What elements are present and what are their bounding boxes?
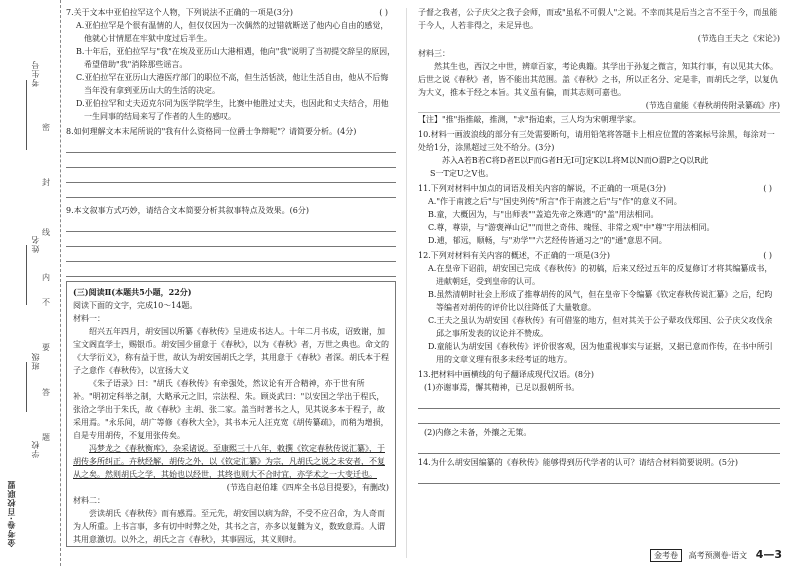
source-1: (节选自王夫之《宋论》) [697,34,780,43]
q11-option-a: A."作于南渡之后"与"国史列传"所言"作于南渡之后"与"作"的意义不同。 [428,197,682,206]
q7-option-b: B.十年后，亚伯拉罕与"我"在埃及亚历山大港相遇，他向"我"说明了当初提交辞呈的原因，希望借助"我"消除那些谣言。 [76,47,396,69]
answer-line[interactable] [66,156,396,168]
material-2-paragraph: 尝读胡氏《春秋传》而有感焉。至元先，胡安国以病为辞，不受不应召命，为人奇而为人所重。上书言事，多有切中时弊之处，其书之言，亦多以复雠为义，数致意焉。人谓其用意激切。以外之，胡氏之言《春秋》，其事固远，其义则时。 [73,509,385,544]
exam-no-label: 考生号 [31,60,40,87]
question-11 [418,182,780,247]
q9-stem: 9.本文叙事方式巧妙，请结合文本简要分析其叙事特点及效果。(6分) [66,206,309,215]
footnote: 【注】"推"指推敲，推测，"求"指追索，三人均为宋朝理学家。 [418,112,780,126]
q12-option-a: A.在皇帝下诏前，胡安国已完成《春秋传》的初稿，后来又经过五年的反复修订才将其编纂成书，进献朝廷，受到皇帝的认可。 [428,264,773,286]
name-label: 姓名 [31,235,40,253]
material-1-source: (节选自赵伯雄《四库全书总目提要》，有删改) [226,483,389,492]
cut-word: 答 [42,385,50,400]
answer-line[interactable] [66,250,396,262]
q12-stem: 12.下列对材料有关内容的概述，不正确的一项是(3分) [418,251,611,260]
answer-line[interactable] [418,412,780,424]
q13-stem: 13.把材料中画横线的句子翻译成现代汉语。(8分) [418,370,595,379]
answer-line[interactable] [66,265,396,277]
q13-sentence-2: (2)内修之未备，外攘之无策。 [424,428,532,437]
q10-text-line-2[interactable]: S一T定U之V也。 [430,169,494,178]
q8-stem: 8.如何理解文本末尾所说的"我有什么资格同一位爵士争辩呢"？请简要分析。(4分) [66,127,357,136]
q13-sentence-1: (1)亦谢事焉，懈其精神，已足以报朝所书。 [424,383,580,392]
answer-line[interactable] [418,442,780,454]
reading-section [66,281,396,547]
answer-line[interactable] [418,397,780,409]
q12-answer-paren[interactable]: ( ) [763,251,772,260]
cut-word: 题 [42,430,50,445]
name-blank [26,245,27,305]
section-title: (三)阅读Ⅱ(本题共5小题，22分) [73,287,192,297]
q10-text-line-1[interactable]: 苏入A若B若C将D者E以F而G者H无I可J定K以L将M以N而O谓P之Q以R此 [442,156,709,165]
answer-line[interactable] [66,220,396,232]
material-3-label: 材料三： [418,49,450,58]
column-divider [406,8,407,558]
material-1-label: 材料一： [73,314,105,323]
q12-option-b: B.虽然清朝时社会上形成了推尊胡传的风气，但在皇帝下令编纂《钦定春秋传说汇纂》之后，纪昀等编者对胡传的评价比以往降低了大量敬意。 [428,290,773,312]
class-blank [26,362,27,412]
material-1-paragraph: 《朱子语录》曰："胡氏《春秋传》有牵强处，然议论有开合精神，亦于世有所补。"明初定科举之制，大略承元之旧，宗法程、朱。顾炎武曰："以安国之学出于程氏，张洽之学出于朱氏，故《春秋》主胡、张二家。盖当时著书之人，见其说多本于程子，故采用焉。"永乐间，胡广等修《春秋大全》，其书本元人汪克宽《胡传纂疏》，而稍为增损，自是专用胡传，不复用张传矣。 [73,379,389,440]
question-13 [418,368,780,454]
material-3-paragraph: 然其生也，西汉之中世，辨章百家，考论典籍。其学出于孙复之微言，知其行事，有以见其大体。后世之说《春秋》者，皆不能出其范围。盖《春秋》之书，所以正名分、定是非，而胡氏之学，以复仇为大义，推本于经之本旨。其义虽有偏，而其志则可嘉也。 [418,62,778,97]
school-label: 学校 [31,440,40,458]
q7-answer-paren[interactable]: ( ) [379,8,388,17]
exam-no-blank [26,80,27,150]
class-label: 班级 [31,352,40,370]
answer-line[interactable] [66,235,396,247]
page-number: 4—3 [755,548,782,561]
q12-option-d: D.童能认为胡安国《春秋传》评价很客观，因为他重视事实与证据，又据已意而作传，在书中所引用的文章义理有很多未经考证的地方。 [428,342,773,364]
section-instruction: 阅读下面的文字，完成10～14题。 [73,301,198,310]
q7-option-c: C.亚伯拉罕在亚历山大港医疗部门的职位不高，但生活恬淡，他让生活自由，他从不后悔当年没有拿到亚历山大的生活的决定。 [76,73,389,95]
q11-option-d: D.逋，郁远，顺畅，与"劝学""六艺经传皆通习之"的"通"意思不同。 [428,236,667,245]
material-1-paragraph: 冯梦龙之《春秋衡库》，杂采诸说。至康熙三十八年，敕撰《钦定春秋传说汇纂》，于胡传多所纠正。卉秋经解，胡传之外，以《钦定汇纂》为宗，凡胡氏之说之未安者，不复从之矣。然则胡氏之学，其始也以经世，其终也则大不合时宜，亦学术之一大变迁也。 [73,444,385,479]
answer-line[interactable] [66,186,396,198]
q7-option-d: D.亚伯拉罕和丈夫迈克尔同为医学院学生，比赛中他胜过丈夫，也因此和丈夫结合，用他一生同事的结局来写了作者的人生的感叹。 [76,99,389,121]
material-2-label: 材料二： [73,496,105,505]
answer-line[interactable] [418,472,780,484]
q11-option-c: C.尊，尊崇，与"游褒禅山记""而世之奇伟、瑰怪、非常之观"中"尊"字用法相同。 [428,223,715,232]
answer-line[interactable] [66,141,396,153]
q12-option-c: C.王夫之虽认为胡安国《春秋传》有可借鉴的地方，但对其关于公子翚攻伐郑国、公子庆父攻伐余邱之事所发表的议论并不赞成。 [428,316,773,338]
left-column [66,6,396,547]
question-8 [66,125,396,198]
material-2-continued: 子督之我者，公子庆父之我子会师，而或"虽私不可假人"之说。不幸而其是后当之言不至于今，而虽能于今人，人若非得之，未足异也。 [418,8,778,30]
cut-word: 要 [42,340,50,355]
question-9 [66,204,396,277]
question-10 [418,128,780,180]
cut-word: 密 [42,120,50,135]
question-7 [66,6,396,123]
answer-line[interactable] [66,171,396,183]
binding-strip [0,0,61,566]
q11-option-b: B.童，大概因为，与"出师表""盖追先帝之殊遇"的"盖"用法相同。 [428,210,659,219]
cut-word: 封 [42,175,50,190]
q11-answer-paren[interactable]: ( ) [763,184,772,193]
cut-word: 内 [42,270,50,285]
question-12 [418,249,780,366]
question-14 [418,456,780,484]
q10-stem: 10.材料一画波浪线的部分有三处需要断句，请用铅笔将答题卡上相应位置的答案标号涂黑，每涂对一处给1分，涂黑超过三处不给分。(3分) [418,130,775,152]
source-2: (节选自童能《春秋胡传附录纂疏》序) [645,101,780,110]
page-footer [650,548,782,562]
right-column [418,6,780,484]
q11-stem: 11.下列对材料中加点的词语及相关内容的解说，不正确的一项是(3分) [418,184,667,193]
q7-stem: 7.关于文本中亚伯拉罕这个人物，下列说法不正确的一项是(3分) [66,8,293,17]
series-label: 高考预测卷·语文 [688,551,748,560]
q7-option-a: A.亚伯拉罕是个很有温情的人，但仅仅因为一次偶然的过错就断送了他内心自由的感觉，他就心甘情愿在牢狱中度过后半生。 [76,21,389,43]
cut-word: 不 [42,295,50,310]
material-1-paragraph: 绍兴五年四月，胡安国以所纂《春秋传》呈进成书达人。十年二月书成，诏致谢，加宝文阁直学士，赐银币。胡安国少留意于《春秋》，以为《春秋》者，万世之典也。命文的《大学衍义》，称有益于世，故认为胡安国胡氏之学，其用意于《春秋》者深。胡氏本于程子之意作《春秋传》，以宣扬大义 [73,327,389,375]
brand-logo: 金考卷 [650,549,682,562]
cut-word: 线 [42,225,50,240]
q14-stem: 14.为什么胡安国编纂的《春秋传》能够得到历代学者的认可？请结合材料简要说明。(5分) [418,458,739,467]
stamp-label: 金考卷·百校联盟 [7,480,16,548]
